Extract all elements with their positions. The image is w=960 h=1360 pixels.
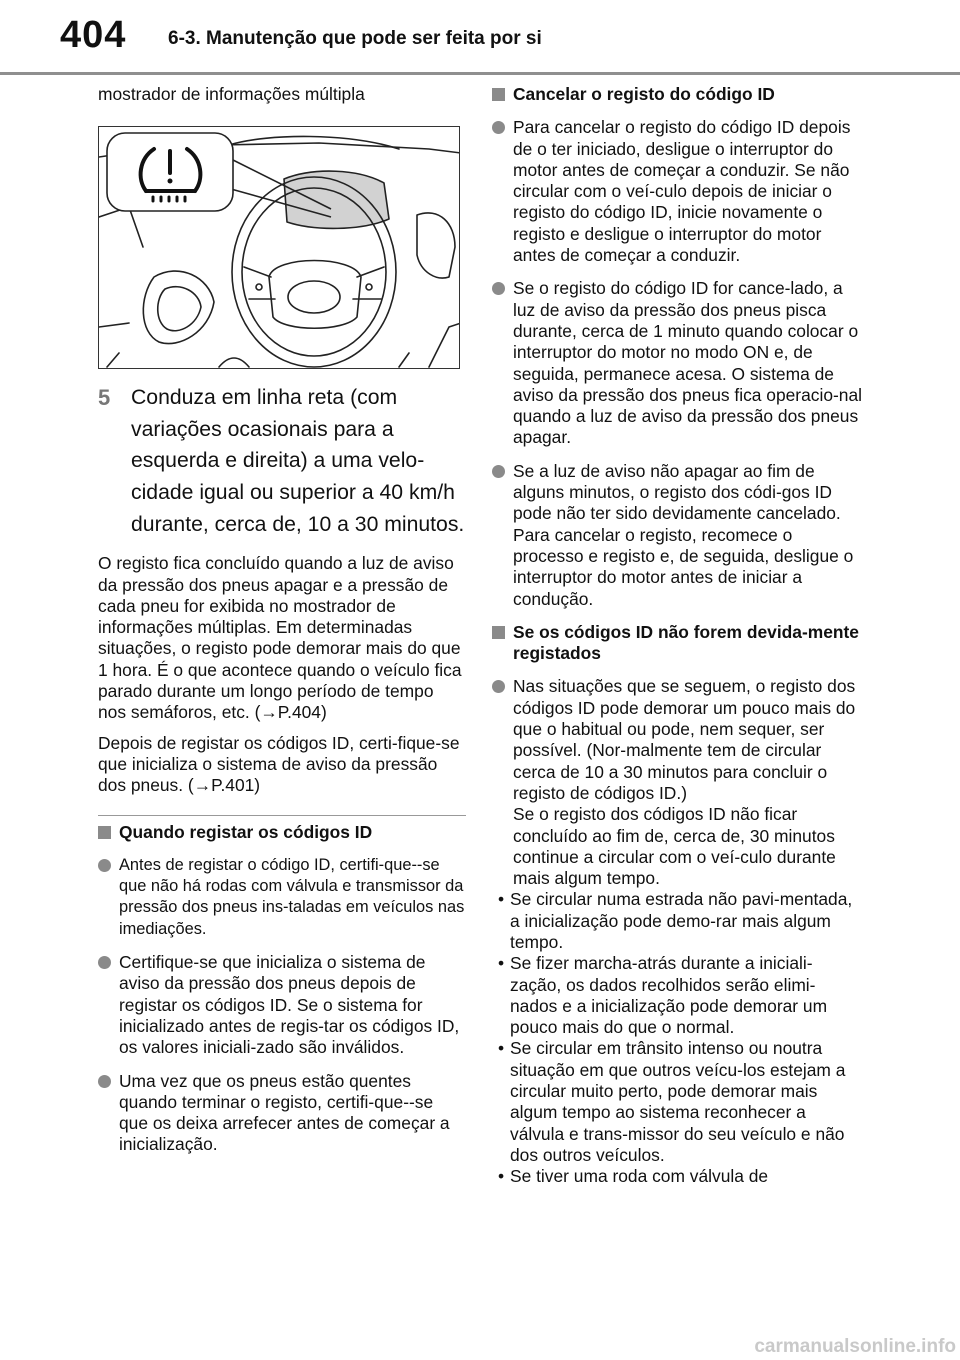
dot-bullet-icon: • bbox=[497, 889, 505, 910]
list-item bbox=[492, 1166, 862, 1187]
list-item-text: Se a luz de aviso não apagar ao fim de alguns minutos, o registo dos códi-gos ID pode não ter sido devidamente cancelado. Para cancelar o registo, recomece o processo e registo e, de seguida, desligue o interruptor do motor antes de iniciar a condução. bbox=[513, 460, 854, 609]
list-item-text: Para cancelar o registo do código ID depois de o ter iniciado, desligue o interruptor do motor antes de começar a conduzir. Se não circular com o veí-culo depois de iniciar o registo do código ID, inicie novamente o registo e desligue o interruptor do motor antes de começar a conduzir. bbox=[513, 117, 851, 266]
steering-wheel-dashboard-icon bbox=[99, 127, 460, 369]
square-bullet-icon bbox=[492, 88, 505, 101]
step-number: 5 bbox=[98, 385, 111, 411]
list-item-text: Antes de registar o código ID, certifi-que--se que não há rodas com válvula e transmissor da pressão dos pneus ins-taladas em veículos nas imediações. bbox=[119, 855, 465, 938]
round-bullet-icon bbox=[492, 121, 505, 134]
list-item bbox=[492, 676, 862, 889]
subheading-text: Se os códigos ID não forem devida-mente registados bbox=[513, 621, 859, 664]
list-item-text: Se circular em trânsito intenso ou noutra situação em que outros veícu-los estejam a circular muito perto, pode demorar mais algum tempo ao sistema reconhecer a válvula e trans-missor do seu veículo e não dos outros veículos. bbox=[510, 1038, 846, 1165]
square-bullet-icon bbox=[492, 626, 505, 639]
round-bullet-icon bbox=[98, 859, 111, 872]
round-bullet-icon bbox=[98, 956, 111, 969]
dot-bullet-icon: • bbox=[497, 1166, 505, 1187]
page-header bbox=[0, 0, 960, 78]
step-5 bbox=[98, 382, 466, 540]
list-item bbox=[492, 278, 862, 448]
list-item-text: Uma vez que os pneus estão quentes quando terminar o registo, certifi-que--se que os deixa arrefecer antes de começar a inicialização. bbox=[119, 1070, 450, 1155]
list-item-text: Nas situações que se seguem, o registo dos códigos ID pode demorar um pouco mais do que o habitual ou pode, nem sequer, ser possível. (Nor-malmente tem de circular cerca de 10 a 30 minutos para concluir o registo de códigos ID.) bbox=[513, 676, 856, 803]
header-rule bbox=[0, 72, 960, 75]
list-item bbox=[492, 117, 862, 266]
list-item-text: Se tiver uma roda com válvula de bbox=[510, 1166, 769, 1187]
list-item bbox=[492, 953, 862, 1038]
round-bullet-icon bbox=[492, 282, 505, 295]
paragraph-registration-complete: O registo fica concluído quando a luz de aviso da pressão dos pneus apagar e a pressão de cada pneu for exibida no mostrador de informações múltiplas. Em determinadas situações, o registo pode demorar mais do que 1 hora. É o que acontece quando o veículo fica parado durante um longo período de tempo nos semáforos, etc. (→P.404) bbox=[98, 553, 462, 723]
list-item bbox=[98, 1071, 466, 1156]
subheading-text: Cancelar o registo do código ID bbox=[513, 84, 775, 104]
list-item-text: Se o registo do código ID for cance-lado, a luz de aviso da pressão dos pneus pisca durante, cerca de 1 minuto quando colocar o interruptor do motor no modo ON e, de seguida, permanece acesa. O sistema de aviso da pressão dos pneus fica operacio-nal quando a luz de aviso da pressão dos pneus apagar. bbox=[513, 278, 862, 448]
lead-text: mostrador de informações múltipla bbox=[98, 84, 365, 104]
paragraph-after-registration: Depois de registar os códigos ID, certi-fique-se que inicializa o sistema de aviso da pressão dos pneus. (→P.401) bbox=[98, 732, 460, 796]
subheading-text: Quando registar os códigos ID bbox=[119, 821, 373, 842]
list-item-text: Se circular numa estrada não pavi-mentada, a inicialização pode demo-rar mais algum tempo. bbox=[510, 889, 853, 952]
list-item bbox=[492, 889, 862, 953]
dashboard-illustration bbox=[98, 126, 460, 369]
subheading-cancel-registration bbox=[492, 84, 862, 105]
conditions-list bbox=[492, 889, 862, 1187]
list-item-text: Certifique-se que inicializa o sistema de aviso da pressão dos pneus depois de registar os códigos ID. Se o sistema for inicializado antes de regis-tar os códigos ID, os valores iniciali-zado são inválidos. bbox=[119, 952, 460, 1058]
list-item bbox=[492, 461, 862, 610]
round-bullet-icon bbox=[492, 680, 505, 693]
page-number: 404 bbox=[60, 14, 127, 56]
step-text: Conduza em linha reta (com variações ocasionais para a esquerda e direita) a uma velo-cidade igual ou superior a 40 km/h durante, cerca de, 10 a 30 minutos. bbox=[131, 386, 465, 536]
section-divider bbox=[98, 815, 466, 816]
list-item bbox=[98, 855, 466, 940]
round-bullet-icon bbox=[492, 465, 505, 478]
right-column bbox=[492, 78, 862, 1188]
watermark: carmanualsonline.info bbox=[754, 1336, 956, 1357]
subheading-not-registered bbox=[492, 622, 862, 665]
square-bullet-icon bbox=[98, 826, 111, 839]
round-bullet-icon bbox=[98, 1075, 111, 1088]
list-item bbox=[98, 952, 466, 1058]
list-item bbox=[492, 1038, 862, 1166]
subheading-when-registering bbox=[98, 822, 466, 843]
dot-bullet-icon: • bbox=[497, 1038, 505, 1059]
dot-bullet-icon: • bbox=[497, 953, 505, 974]
list-item-text: Se o registo dos códigos ID não ficar concluído ao fim de, cerca de, 30 minutos continue a circular com o veí-culo durante mais algum tempo. bbox=[513, 804, 836, 889]
list-item-text: Se fizer marcha-atrás durante a iniciali-zação, os dados recolhidos serão elimi-nados e a inicialização pode demorar um pouco mais do que o normal. bbox=[510, 953, 828, 1038]
section-title: 6-3. Manutenção que pode ser feita por si bbox=[168, 28, 542, 49]
left-column bbox=[98, 78, 466, 1156]
